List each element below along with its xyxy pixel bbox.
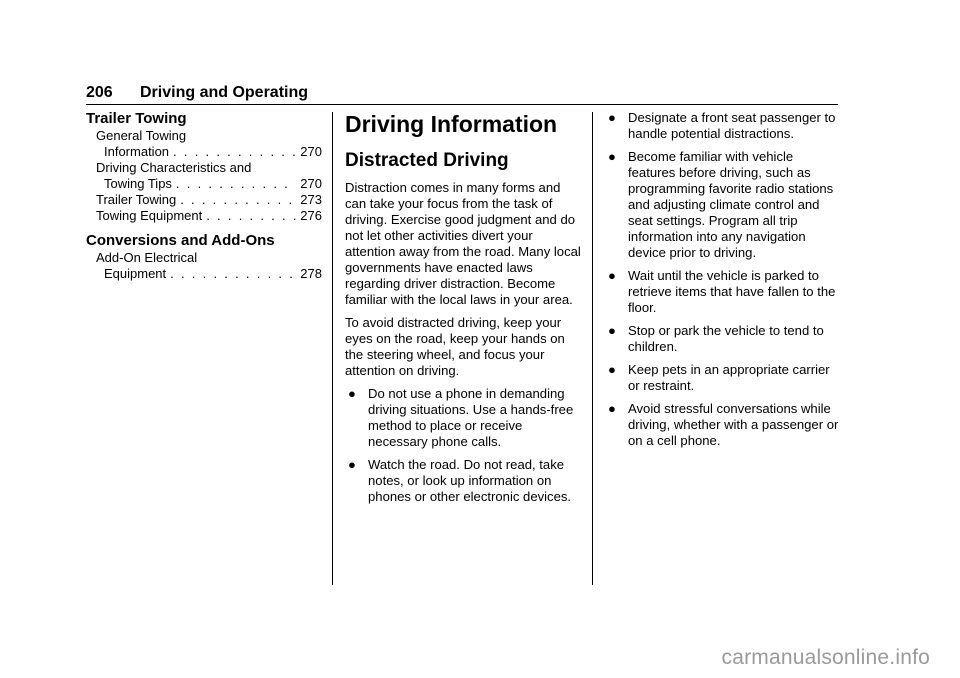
main-column xyxy=(345,110,581,512)
list-item xyxy=(345,457,581,505)
column-divider-right xyxy=(592,112,593,585)
toc-entry-line1: General Towing xyxy=(96,128,187,143)
list-item xyxy=(605,323,841,355)
bullet-icon: ● xyxy=(608,323,616,338)
page-header xyxy=(86,84,838,104)
toc-entry-text: Trailer Towing xyxy=(96,192,177,207)
list-item-text: Keep pets in an appropriate carrier or restraint. xyxy=(628,362,830,393)
list-item-text: Become familiar with vehicle features before driving, such as programming favorite radio stations and adjusting climate control and seat settings. Program all trip information into any navigation device prior to driving. xyxy=(628,149,834,260)
paragraph: To avoid distracted driving, keep your eyes on the road, keep your hands on the steering wheel, and focus your attention on driving. xyxy=(345,315,565,378)
list-item-text: Watch the road. Do not read, take notes, or look up information on phones or other electronic devices. xyxy=(368,457,572,504)
bullet-icon: ● xyxy=(608,401,616,416)
list-item xyxy=(605,268,841,316)
toc-entry-line1: Add-On Electrical xyxy=(96,250,198,265)
list-item-text: Designate a front seat passenger to handle potential distractions. xyxy=(628,110,836,141)
toc-page-ref: 270 xyxy=(300,144,322,159)
bullet-icon: ● xyxy=(348,457,356,472)
toc-entry-text: Towing Equipment xyxy=(96,208,203,223)
list-item-text: Stop or park the vehicle to tend to children. xyxy=(628,323,824,354)
toc-page-ref: 270 xyxy=(300,176,322,191)
bullet-list xyxy=(605,110,841,449)
toc-column xyxy=(86,110,322,282)
right-column xyxy=(605,110,841,456)
bullet-icon: ● xyxy=(608,149,616,164)
list-item xyxy=(605,110,841,142)
toc-heading-conversions: Conversions and Add-Ons xyxy=(86,232,275,249)
bullet-icon: ● xyxy=(608,110,616,125)
list-item xyxy=(605,149,841,261)
paragraph: Distraction comes in many forms and can take your focus from the task of driving. Exercise good judgment and do not let other activities divert your attention away from the road. Many local governments have enacted laws regarding driver distraction. Become familiar with the local laws in your area. xyxy=(345,180,581,307)
toc-heading-trailer-towing: Trailer Towing xyxy=(86,110,187,127)
bullet-icon: ● xyxy=(608,268,616,283)
toc-entry-driving-characteristics[interactable] xyxy=(86,160,322,192)
bullet-icon: ● xyxy=(348,386,356,401)
toc-entry-line1: Driving Characteristics and xyxy=(96,160,252,175)
list-item xyxy=(605,362,841,394)
toc-page-ref: 273 xyxy=(300,192,322,207)
watermark: carmanualsonline.info xyxy=(721,646,930,669)
section-title: Driving and Operating xyxy=(140,84,309,101)
dot-leader xyxy=(170,266,296,282)
toc-entry-general-towing[interactable] xyxy=(86,128,322,160)
dot-leader xyxy=(173,144,296,160)
toc-entry-towing-equipment[interactable] xyxy=(86,208,322,224)
column-divider-left xyxy=(332,112,333,585)
toc-page-ref: 278 xyxy=(300,266,322,281)
list-item-text: Do not use a phone in demanding driving situations. Use a hands-free method to place or receive necessary phone calls. xyxy=(368,386,574,449)
list-item-text: Wait until the vehicle is parked to retrieve items that have fallen to the floor. xyxy=(628,268,836,315)
header-rule xyxy=(86,104,838,105)
toc-entry-line2: Towing Tips xyxy=(104,176,172,191)
chapter-title: Driving Information xyxy=(345,111,558,137)
toc-entry-line2: Information xyxy=(104,144,170,159)
bullet-list xyxy=(345,386,581,505)
list-item-text: Avoid stressful conversations while driving, whether with a passenger or on a cell phone. xyxy=(628,401,839,448)
toc-page-ref: 276 xyxy=(300,208,322,223)
bullet-icon: ● xyxy=(608,362,616,377)
dot-leader xyxy=(176,176,296,192)
list-item xyxy=(605,401,841,449)
dot-leader xyxy=(180,192,296,208)
toc-entry-add-on-electrical[interactable] xyxy=(86,250,322,282)
toc-entry-trailer-towing[interactable] xyxy=(86,192,322,208)
toc-entry-line2: Equipment xyxy=(104,266,167,281)
subsection-title: Distracted Driving xyxy=(345,150,509,171)
list-item xyxy=(345,386,581,450)
dot-leader xyxy=(206,208,296,224)
page-number: 206 xyxy=(86,84,113,101)
